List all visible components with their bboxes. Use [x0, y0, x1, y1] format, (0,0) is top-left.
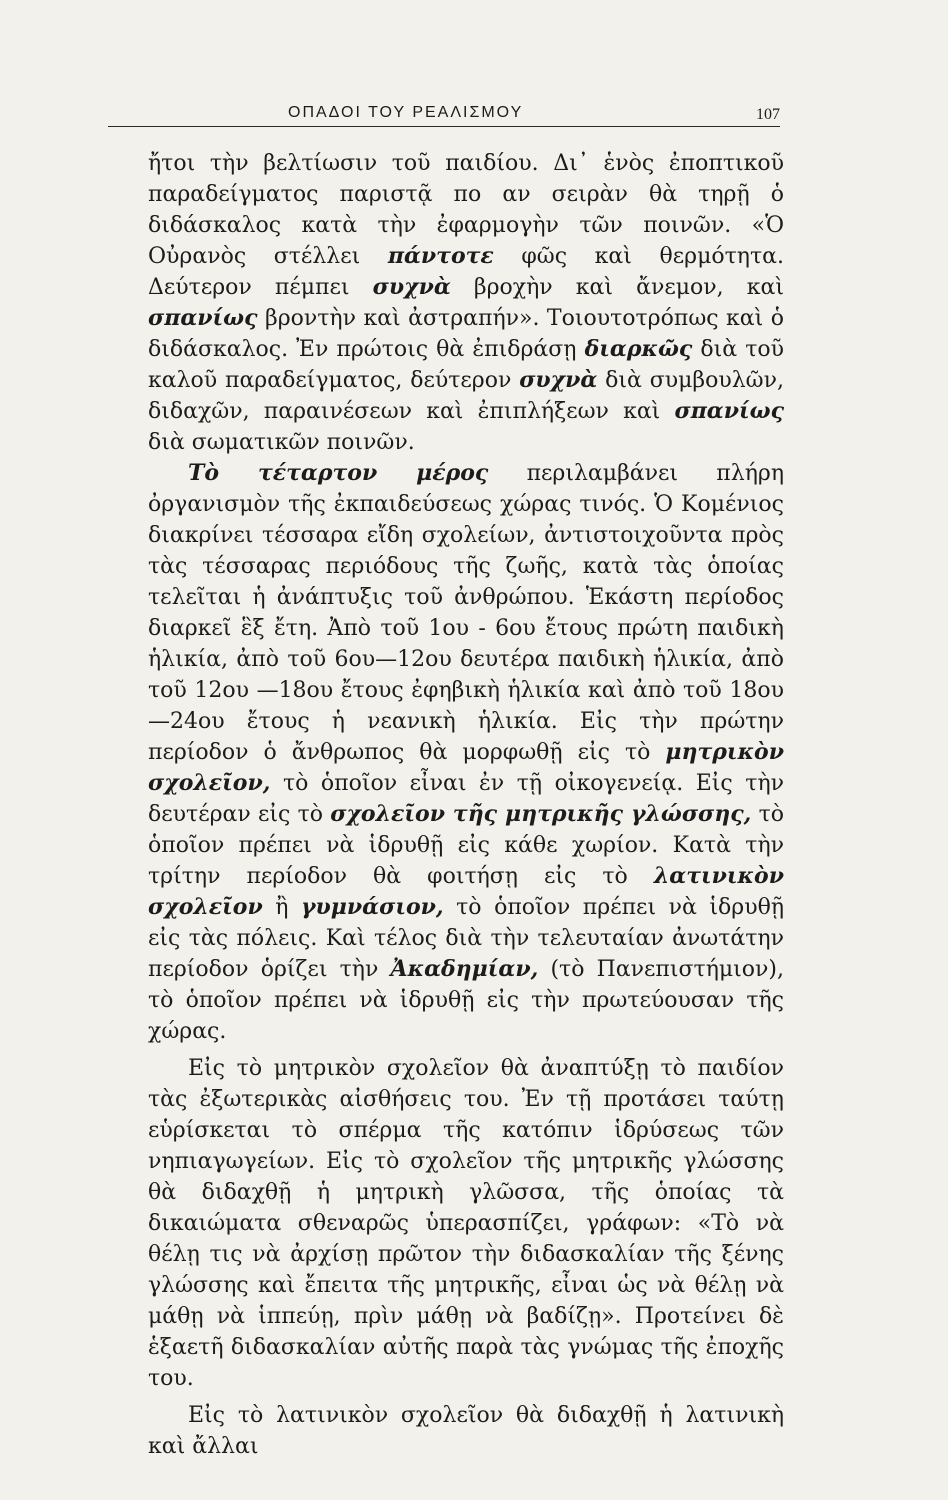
emphasis-text: πάντοτε [387, 243, 494, 269]
emphasis-text: Ἀκαδημίαν, [390, 956, 539, 982]
emphasis-text: διαρκῶς [584, 336, 693, 362]
emphasis-text: σπανίως [674, 398, 784, 424]
page-number: 107 [756, 106, 780, 123]
text-run: Εἰς τὸ μητρικὸν σχολεῖον θὰ ἀναπτύξῃ τὸ παιδίον τὰς ἐξωτερικὰς αἰσθήσεις του. Ἐν τῇ προτάσει ταύτῃ εὑρίσκεται τὸ σπέρμα τῆς κατόπιν ἱδρύσεως τῶν νηπιαγωγείων. Εἰς τὸ σχολεῖον τῆς μητρικῆς γλώσσης θὰ διδαχθῇ ἡ μητρικὴ γλῶσσα, τῆς ὁποίας τὰ δικαιώματα σθεναρῶς ὑπερασπίζει, γράφων: «Τὸ νὰ θέλῃ τις νὰ ἀρχίσῃ πρῶτον τὴν διδασκαλίαν τῆς ξένης γλώσσης καὶ ἔπειτα τῆς μητρικῆς, εἶναι ὡς νὰ θέλῃ νὰ μάθῃ νὰ ἱππεύῃ, πρὶν μάθῃ νὰ βαδίζῃ». Προτείνει δὲ ἑξαετῆ διδασκαλίαν αὐτῆς παρὰ τὰς γνώμας τῆς ἐποχῆς του. [148, 1056, 784, 1391]
page-header [108, 104, 780, 127]
paragraph [148, 458, 784, 1047]
text-run: Εἰς τὸ λατινικὸν σχολεῖον θὰ διδαχθῇ ἡ λατινικὴ καὶ ἄλλαι [148, 1403, 784, 1459]
text-run: τὸ ὁποῖον εἶναι ἐν τῇ οἰκογενείᾳ. Εἰς τὴν δευτέραν εἰς τὸ [148, 771, 784, 827]
emphasis-text: λατινικὸν σχολεῖον [148, 863, 784, 920]
emphasis-text: σχολεῖον τῆς μητρικῆς γλώσσης, [330, 801, 752, 827]
text-run: ἤτοι τὴν βελτίωσιν τοῦ παιδίου. Δι᾽ ἑνὸς ἐποπτικοῦ παραδείγματος παριστᾷ πο αν σειρὰν θὰ τηρῇ ὁ διδάσκαλος κατὰ τὴν ἐφαρμογὴν τῶν ποινῶν. «Ὁ Οὐρανὸς στέλλει [148, 151, 784, 269]
text-run: περιλαμβάνει πλήρη ὀργανισμὸν τῆς ἐκπαιδεύσεως χώρας τινός. Ὁ Κομένιος διακρίνει τέσσαρα εἴδη σχολείων, ἀντιστοιχοῦντα πρὸς τὰς τέσσαρας περιόδους τῆς ζωῆς, κατὰ τὰς ὁποίας τελεῖται ἡ ἀνάπτυξις τοῦ ἀνθρώπου. Ἑκάστη περίοδος διαρκεῖ ἓξ ἔτη. Ἀπὸ τοῦ 1ου - 6ου ἔτους πρώτη παιδικὴ ἡλικία, ἀπὸ τοῦ 6ου—12ου δευτέρα παιδικὴ ἡλικία, ἀπὸ τοῦ 12ου —18ου ἔτους ἐφηβικὴ ἡλικία καὶ ἀπὸ τοῦ 18ου—24ου ἔτους ἡ νεανικὴ ἡλικία. Εἰς τὴν πρώτην περίοδον ὁ ἄνθρωπος θὰ μορφωθῇ εἰς τὸ [148, 461, 784, 765]
page-body [148, 148, 784, 1462]
running-title: ΟΠΑΔΟΙ ΤΟΥ ΡΕΑΛΙΣΜΟΥ [288, 104, 524, 121]
text-run: βροντὴν καὶ ἀστραπήν». Τοιουτοτρόπως καὶ ὁ διδάσκαλος. Ἐν πρώτοις θὰ ἐπιδράσῃ [148, 306, 784, 362]
text-run: (τὸ Πανεπιστήμιον), τὸ ὁποῖον πρέπει νὰ ἱδρυθῇ εἰς τὴν πρωτεύουσαν τῆς χώρας. [148, 957, 785, 1044]
text-run: βροχὴν καὶ ἄνεμον, καὶ [450, 275, 785, 300]
text-run: φῶς καὶ θερμότητα. Δεύτερον πέμπει [148, 244, 784, 300]
text-run: τὸ ὁποῖον πρέπει νὰ ἱδρυθῇ εἰς κάθε χωρίον. Κατὰ τὴν τρίτην περίοδον θὰ φοιτήσῃ εἰς τὸ [148, 802, 784, 889]
text-run: ἢ [262, 895, 302, 920]
paragraph [148, 148, 784, 458]
text-run: τὸ ὁποῖον πρέπει νὰ ἱδρυθῇ εἰς τὰς πόλεις. Καὶ τέλος διὰ τὴν τελευταίαν ἀνωτάτην περίοδον ὁρίζει τὴν [148, 895, 784, 982]
text-run: διὰ τοῦ καλοῦ παραδείγματος, δεύτερον [148, 337, 784, 393]
emphasis-text: συχνὰ [519, 367, 598, 393]
emphasis-text: συχνὰ [372, 274, 451, 300]
emphasis-text: γυμνάσιον, [301, 894, 444, 920]
emphasis-text: μητρικὸν σχολεῖον, [148, 739, 784, 796]
emphasis-text: Τὸ τέταρτον μέρος [188, 460, 489, 486]
emphasis-text: σπανίως [148, 305, 258, 331]
paragraph [148, 1053, 784, 1394]
text-run: διὰ σωματικῶν ποινῶν. [148, 430, 415, 455]
text-run: διὰ συμβουλῶν, διδαχῶν, παραινέσεων καὶ ἐπιπλήξεων καὶ [148, 368, 784, 424]
paragraph [148, 1400, 784, 1462]
